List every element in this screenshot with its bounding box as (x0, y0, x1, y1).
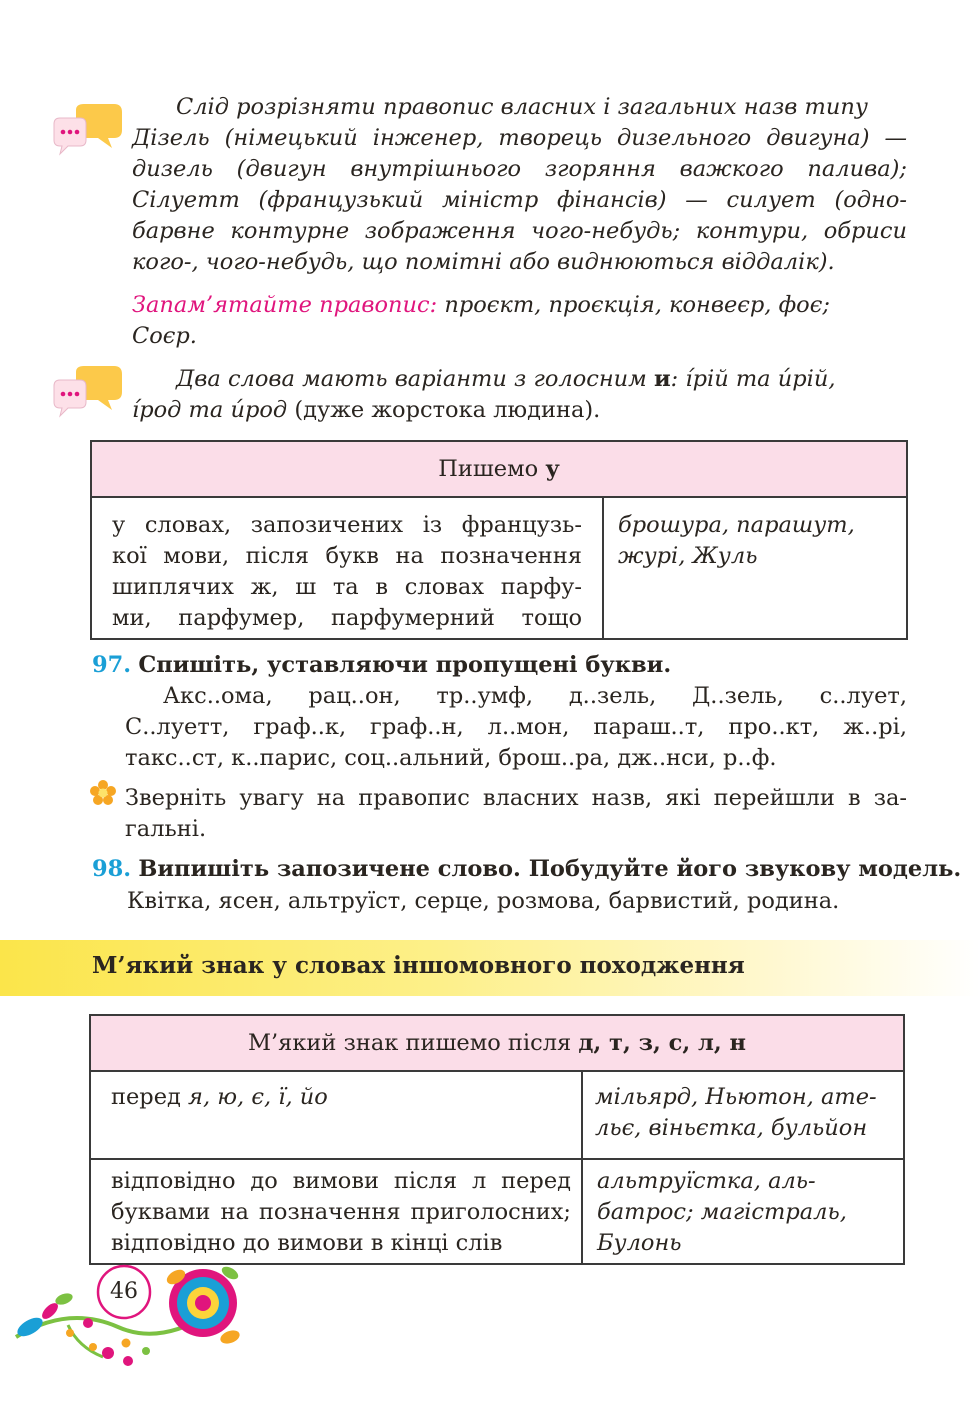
note2-text: Два слова мають варіанти з голосним (176, 366, 654, 392)
exercise-number: 97. (92, 652, 132, 678)
table1-rule-line: ми, парфумер, парфумерний тощо (112, 605, 582, 631)
note-variant-words (132, 364, 907, 426)
table2-examples (582, 1071, 904, 1159)
table1-examples (603, 497, 907, 639)
note2-words: і́род та и́род (132, 397, 288, 423)
table1-rule-line: кої мови, після букв на позначення (112, 543, 582, 569)
table1-header-text: Пишемо (438, 455, 546, 482)
exercise-97 (92, 650, 907, 681)
exercise-words-line: Акс..ома, рац..он, тр..умф, д..зель, Д..зель, с..лует, (163, 683, 907, 709)
exercise-words-line: Квітка, ясен, альтруїст, серце, розмова, барвистий, родина. (127, 888, 840, 914)
table2-rule-line: відповідно до вимови після л перед (111, 1168, 571, 1194)
note1-line: барвне контурне зображення чого-небудь; контури, обриси (132, 218, 907, 244)
table2-example-line: льє, віньєтка, бульйон (595, 1115, 868, 1141)
table2-example-line: Булонь (597, 1230, 682, 1256)
note1-line: кого-, чого-небудь, що помітні або виднюються віддалік). (132, 249, 835, 275)
exercise-number: 98. (92, 856, 132, 882)
remember-words-2: Соєр. (132, 323, 197, 349)
table1-rule-line: шиплячих ж, ш та в словах парфу- (112, 574, 582, 600)
table2-examples (582, 1159, 904, 1264)
note1-line: Сілуетт (французький міністр фінансів) — силует (одно- (132, 187, 907, 213)
table2-example-line: батрос; магістраль, (597, 1199, 847, 1225)
table2-rule-text: перед (111, 1084, 189, 1110)
table1-rule (91, 497, 603, 639)
note2-text: : і́рій та и́рій, (670, 366, 836, 392)
table2-rule-line: буквами на позначення приголосних; (111, 1199, 571, 1225)
remember-spelling (132, 290, 907, 352)
table2-header-text: М’який знак пишемо після (247, 1029, 579, 1056)
table1-example-line: журі, Жуль (618, 543, 758, 569)
table2-rule-line: відповідно до вимови в кінці слів (111, 1230, 503, 1256)
remember-words: проєкт, проєкція, конвеєр, фоє; (437, 292, 830, 318)
attention-note (125, 783, 907, 845)
table2-rule (90, 1071, 582, 1159)
table2-example-line: мільярд, Ньютон, ате- (595, 1084, 877, 1110)
speech-bubbles-icon (50, 104, 124, 160)
exercise-98-words (127, 886, 907, 917)
page-number: 46 (110, 1279, 138, 1304)
note1-line: Слід розрізняти правопис власних і загальних назв типу (176, 94, 868, 120)
remember-label: Запам’ятайте правопис: (132, 292, 438, 318)
exercise-words-line: такс..ст, к..парис, соц..альний, брош..ра, дж..нси, р..ф. (125, 745, 777, 771)
table-soft-sign (89, 1014, 905, 1265)
exercise-98 (92, 854, 962, 885)
attention-line: гальні. (125, 816, 207, 842)
note2-letter: и (653, 366, 671, 392)
table1-header (91, 441, 907, 497)
exercise-task: Спишіть, уставляючи пропущені букви. (138, 652, 672, 678)
table-write-u (90, 440, 908, 640)
table2-header-letters: д, т, з, с, л, н (578, 1029, 747, 1056)
note1-line: дизель (двигун внутрішнього згоряння важкого палива); (132, 156, 907, 182)
speech-bubbles-icon (50, 366, 124, 422)
section-title: М’який знак у словах іншомовного походження (92, 952, 745, 979)
table2-header (90, 1015, 904, 1071)
exercise-97-words (125, 681, 907, 774)
exercise-task: Випишіть запозичене слово. Побудуйте його звукову модель. (138, 856, 962, 882)
floral-ornament (8, 1255, 248, 1379)
attention-line: Зверніть увагу на правопис власних назв, які перейшли в за- (125, 785, 907, 811)
note1-line: Дізель (німецький інженер, творець дизельного двигуна) — (132, 125, 907, 151)
note-borrowed-names (132, 92, 907, 278)
note2-meaning: (дуже жорстока людина). (287, 397, 601, 423)
table2-rule-letters: я, ю, є, ї, йо (188, 1084, 328, 1110)
table1-rule-line: у словах, запозичених із французь- (112, 512, 582, 538)
table2-rule (90, 1159, 582, 1264)
table1-example-line: брошура, парашут, (618, 512, 855, 538)
table1-header-letter: у (545, 455, 560, 482)
flower-attention-icon (90, 780, 116, 810)
exercise-words-line: С..луетт, граф..к, граф..н, л..мон, параш..т, про..кт, ж..рі, (125, 714, 907, 740)
table2-example-line: альтруїстка, аль- (597, 1168, 816, 1194)
